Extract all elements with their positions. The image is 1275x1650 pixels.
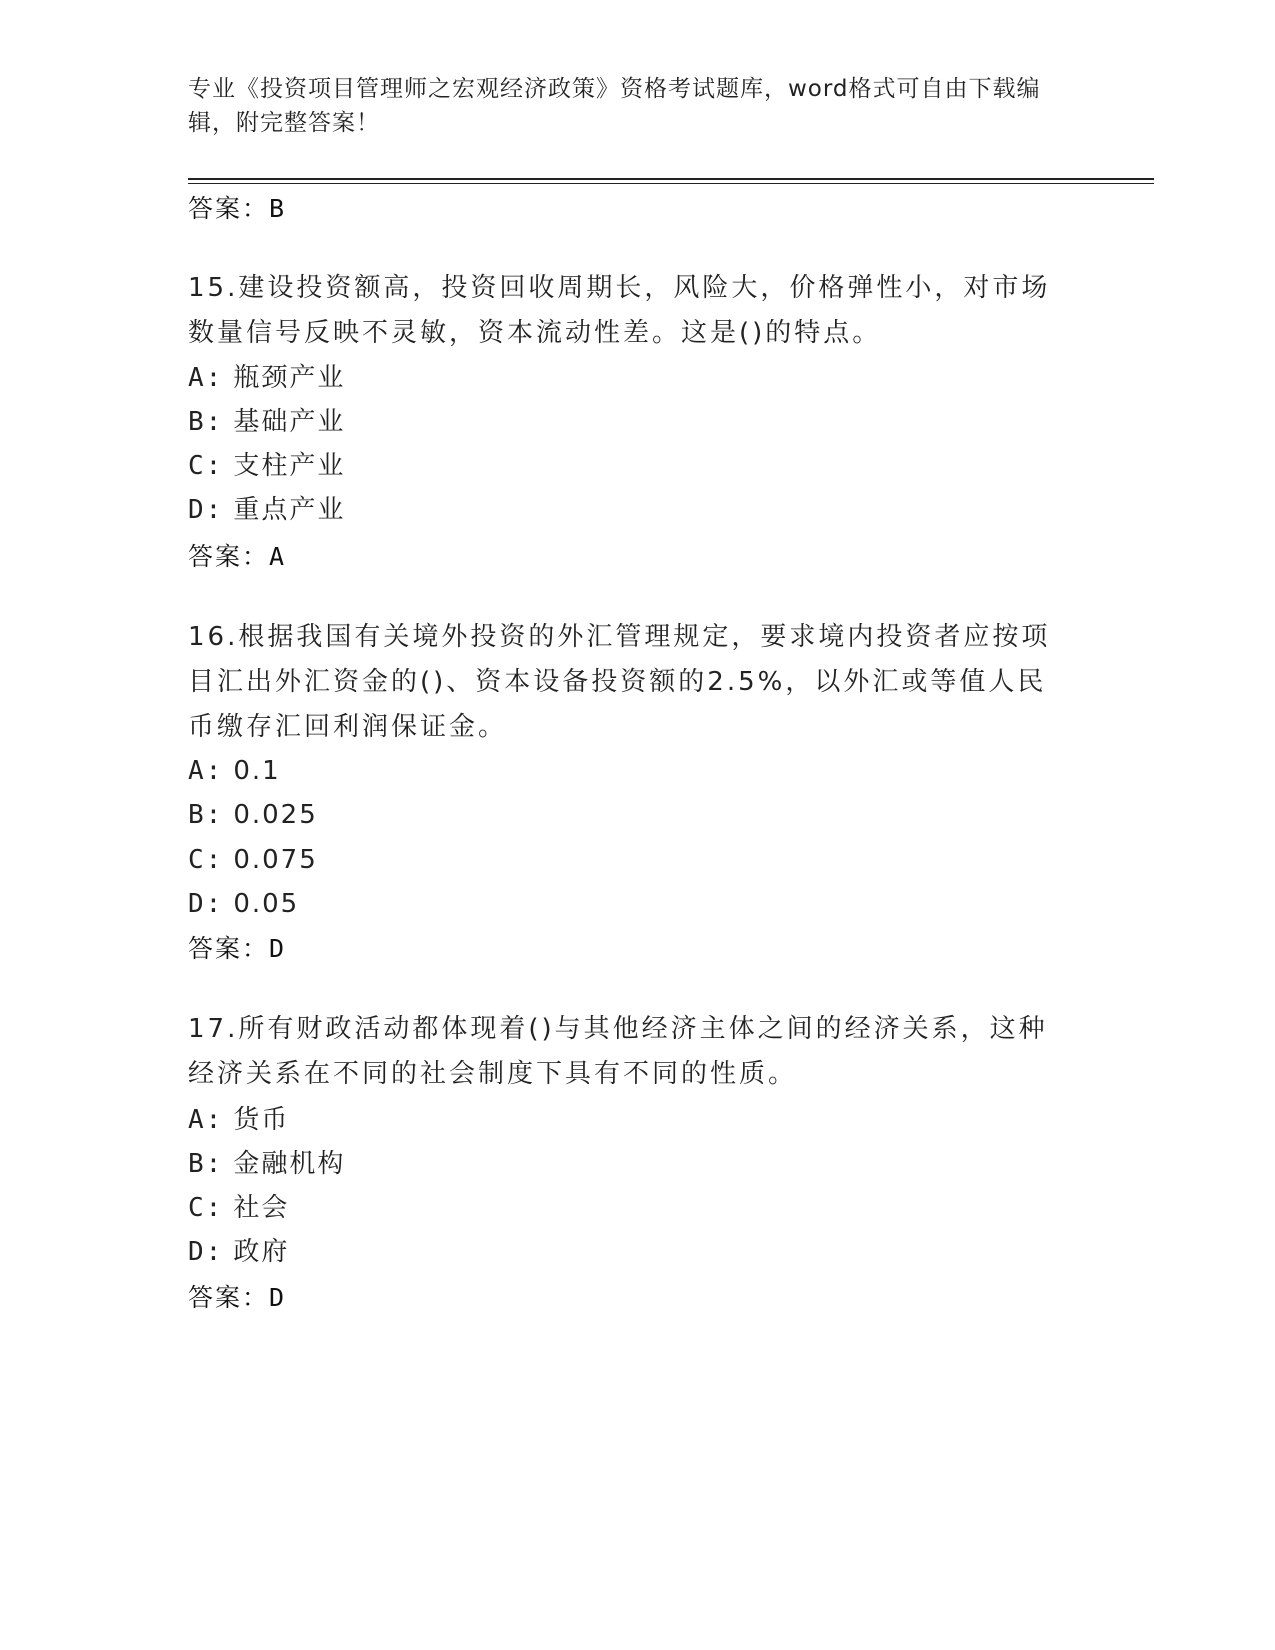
- option-key: A:: [188, 1105, 224, 1135]
- option-text: 基础产业: [233, 407, 346, 437]
- document-header: 专业《投资项目管理师之宏观经济政策》资格考试题库，word格式可自由下载编辑，附完整答案！: [188, 76, 1041, 136]
- option-key: C:: [188, 451, 224, 481]
- option-key: D:: [188, 1237, 224, 1267]
- option-key: C:: [188, 845, 224, 875]
- option-key: A:: [188, 756, 224, 786]
- answer-line-q14: [188, 192, 284, 226]
- option-b: [188, 1147, 345, 1181]
- question-16: 16.根据我国有关境外投资的外汇管理规定，要求境内投资者应按项目汇出外汇资金的()、资本设备投资额的2.5%，以外汇或等值人民币缴存汇回利润保证金。: [188, 622, 1051, 742]
- option-text: 支柱产业: [233, 451, 346, 481]
- answer-line-q16: [188, 932, 284, 966]
- option-key: D:: [188, 495, 224, 525]
- answer-value: D: [269, 934, 285, 963]
- header-divider-thick: [188, 178, 1154, 180]
- answer-value: A: [269, 542, 285, 571]
- option-key: B:: [188, 1149, 224, 1179]
- answer-label: 答案：: [188, 934, 270, 963]
- option-text: 货币: [233, 1105, 290, 1135]
- answer-label: 答案：: [188, 194, 270, 223]
- option-b: [188, 798, 318, 832]
- option-text: 重点产业: [233, 495, 346, 525]
- option-text: 金融机构: [233, 1149, 346, 1179]
- answer-label: 答案：: [188, 1283, 270, 1312]
- answer-label: 答案：: [188, 542, 270, 571]
- option-c: [188, 1191, 289, 1225]
- header-divider-thin: [188, 183, 1154, 184]
- option-b: [188, 405, 345, 439]
- question-17: 17.所有财政活动都体现着()与其他经济主体之间的经济关系，这种经济关系在不同的社会制度下具有不同的性质。: [188, 1014, 1048, 1089]
- option-c: [188, 449, 345, 483]
- option-a: [188, 1103, 289, 1137]
- option-key: B:: [188, 407, 224, 437]
- option-key: A:: [188, 363, 224, 393]
- option-text: 0.05: [233, 889, 300, 919]
- option-a: [188, 361, 345, 395]
- option-text: 政府: [233, 1237, 290, 1267]
- option-d: [188, 1235, 289, 1269]
- option-text: 0.075: [233, 845, 318, 875]
- answer-line-q15: [188, 540, 284, 574]
- option-c: [188, 843, 318, 877]
- option-a: [188, 754, 281, 788]
- option-text: 0.1: [233, 756, 281, 786]
- answer-value: B: [269, 194, 285, 223]
- answer-value: D: [269, 1283, 285, 1312]
- option-text: 0.025: [233, 800, 318, 830]
- option-d: [188, 493, 345, 527]
- option-key: D:: [188, 889, 224, 919]
- answer-line-q17: [188, 1281, 284, 1315]
- option-text: 社会: [233, 1193, 290, 1223]
- option-text: 瓶颈产业: [233, 363, 346, 393]
- option-d: [188, 887, 299, 921]
- option-key: B:: [188, 800, 224, 830]
- option-key: C:: [188, 1193, 224, 1223]
- question-15: 15.建设投资额高，投资回收周期长，风险大，价格弹性小，对市场数量信号反映不灵敏，资本流动性差。这是()的特点。: [188, 273, 1051, 348]
